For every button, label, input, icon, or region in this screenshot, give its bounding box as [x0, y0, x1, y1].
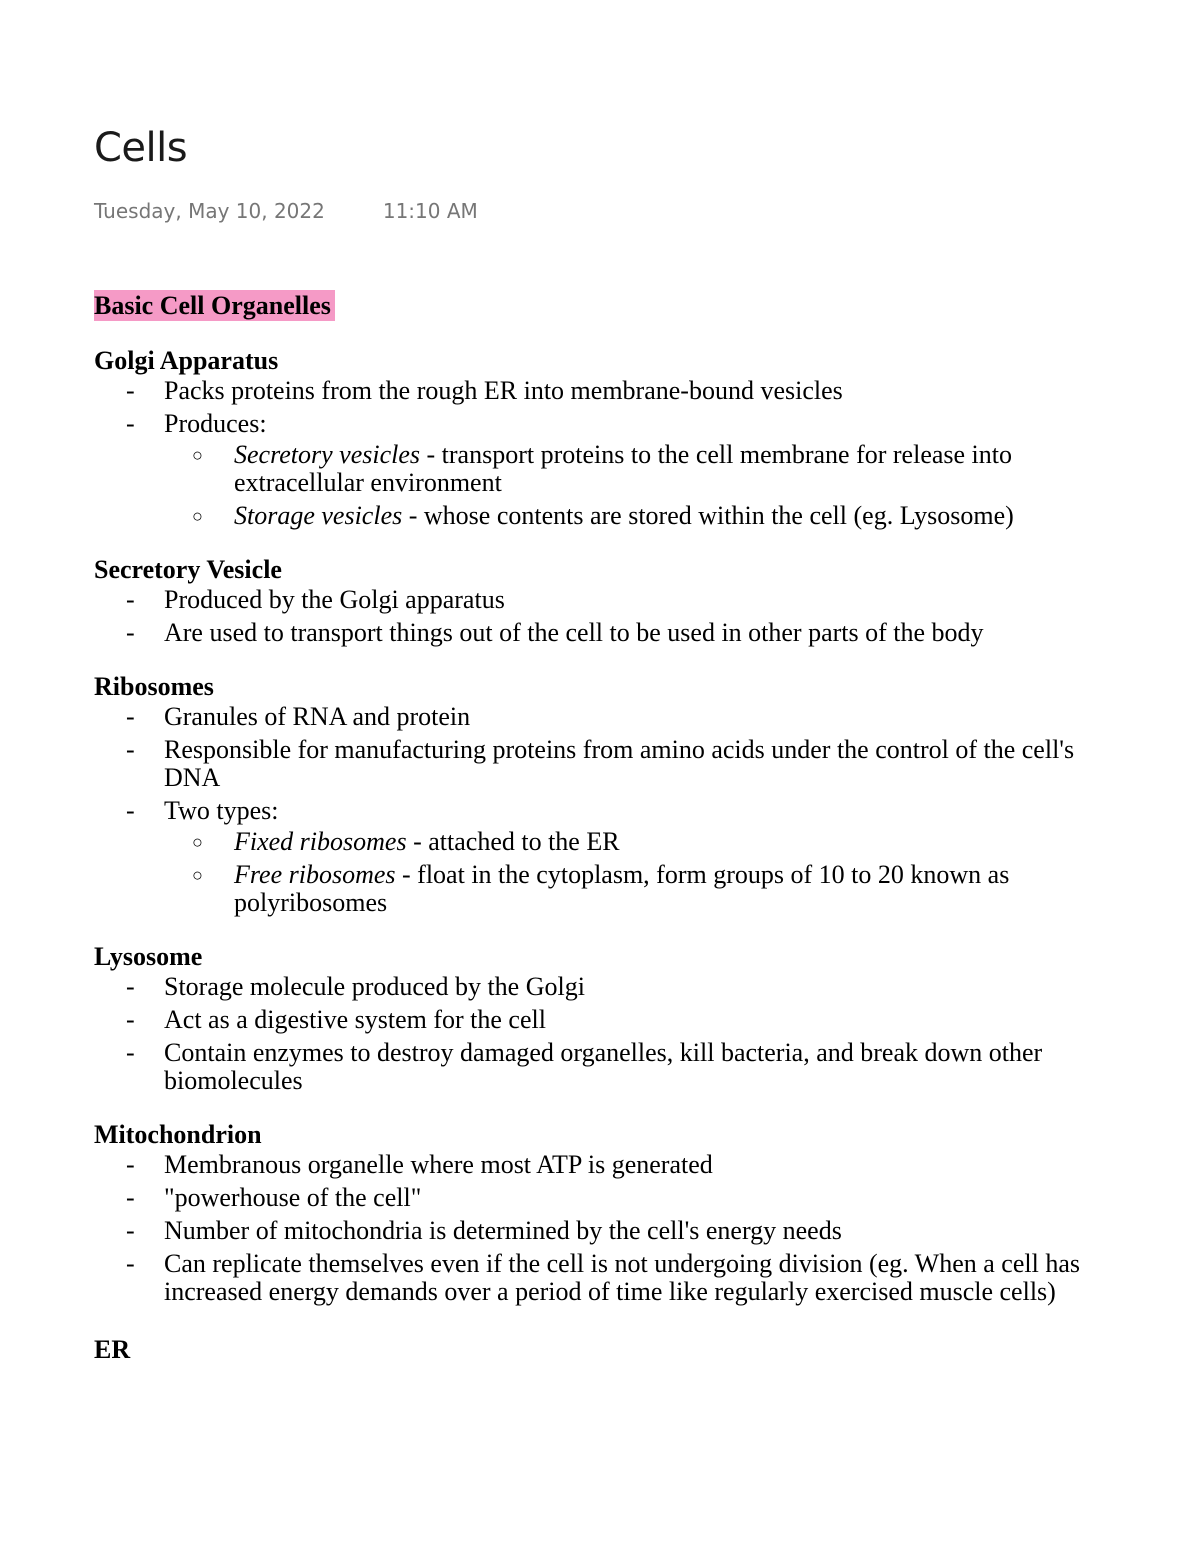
section-mitochondrion [94, 1119, 1134, 1306]
dash-marker: - [126, 1216, 135, 1245]
dash-marker: - [126, 585, 135, 614]
bullet-list [94, 377, 1134, 530]
circle-marker: ○ [192, 506, 203, 526]
list-item-text: Number of mitochondria is determined by the cell's energy needs [164, 1216, 842, 1245]
section-ribosomes [94, 671, 1134, 917]
sub-list [164, 828, 1134, 917]
list-item [94, 1151, 1134, 1179]
sub-list-item [164, 828, 1134, 856]
list-item-text: Packs proteins from the rough ER into membrane-bound vesicles [164, 376, 843, 405]
section-title: Lysosome [94, 942, 203, 971]
list-item-text: Responsible for manufacturing proteins from amino acids under the control of the cell's DNA [164, 735, 1075, 792]
dash-marker: - [126, 796, 135, 825]
term: Fixed ribosomes [234, 827, 407, 856]
term: Free ribosomes [234, 860, 396, 889]
dash-marker: - [126, 1249, 135, 1278]
section-title: ER [94, 1335, 131, 1364]
section-title: Ribosomes [94, 672, 214, 701]
list-item [94, 1250, 1134, 1306]
dash-marker: - [126, 1183, 135, 1212]
section-lysosome [94, 941, 1134, 1095]
circle-marker: ○ [192, 865, 203, 885]
list-item [94, 1006, 1134, 1034]
list-item-text: Produces: [164, 409, 267, 438]
list-item-text: "powerhouse of the cell" [164, 1183, 422, 1212]
sub-list-item [164, 502, 1134, 530]
dash-marker: - [126, 1150, 135, 1179]
circle-marker: ○ [192, 832, 203, 852]
list-item-text: Granules of RNA and protein [164, 702, 471, 731]
list-item [94, 619, 1134, 647]
term-description: - attached to the ER [406, 827, 620, 856]
sub-list [164, 441, 1134, 530]
list-item [94, 586, 1134, 614]
sub-list-item [164, 441, 1134, 497]
dash-marker: - [126, 1038, 135, 1067]
dash-marker: - [126, 972, 135, 1001]
dash-marker: - [126, 1005, 135, 1034]
note-date: Tuesday, May 10, 2022 [94, 199, 325, 223]
bullet-list [94, 973, 1134, 1095]
section-secretory-vesicle [94, 554, 1134, 647]
list-item-text: Storage molecule produced by the Golgi [164, 972, 585, 1001]
list-item-text: Produced by the Golgi apparatus [164, 585, 505, 614]
list-item [94, 797, 1134, 917]
section-er [94, 1334, 1134, 1366]
note-meta [94, 201, 478, 221]
list-item [94, 1039, 1134, 1095]
main-heading-row [94, 290, 1134, 321]
list-item [94, 1184, 1134, 1212]
section-title: Golgi Apparatus [94, 346, 279, 375]
list-item [94, 1217, 1134, 1245]
bullet-list [94, 703, 1134, 917]
note-time: 11:10 AM [382, 199, 478, 223]
circle-marker: ○ [192, 445, 203, 465]
list-item-text: Membranous organelle where most ATP is generated [164, 1150, 713, 1179]
dash-marker: - [126, 735, 135, 764]
term-description: - whose contents are stored within the cell (eg. Lysosome) [402, 501, 1014, 530]
list-item-text: Contain enzymes to destroy damaged organelles, kill bacteria, and break down other biomolecules [164, 1038, 1043, 1095]
main-heading: Basic Cell Organelles [94, 290, 335, 321]
list-item-text: Can replicate themselves even if the cell is not undergoing division (eg. When a cell has increased energy demands over a period of time like regularly exercised muscle cells) [164, 1249, 1080, 1306]
list-item [94, 410, 1134, 530]
bullet-list [94, 1151, 1134, 1306]
term: Secretory vesicles [234, 440, 420, 469]
list-item-text: Are used to transport things out of the cell to be used in other parts of the body [164, 618, 984, 647]
dash-marker: - [126, 702, 135, 731]
dash-marker: - [126, 376, 135, 405]
list-item-text: Two types: [164, 796, 279, 825]
bullet-list [94, 586, 1134, 647]
term: Storage vesicles [234, 501, 403, 530]
list-item [94, 703, 1134, 731]
list-item [94, 736, 1134, 792]
list-item [94, 377, 1134, 405]
section-golgi [94, 345, 1134, 530]
sub-list-item [164, 861, 1134, 917]
list-item [94, 973, 1134, 1001]
section-title: Secretory Vesicle [94, 555, 282, 584]
dash-marker: - [126, 618, 135, 647]
page-title: Cells [94, 125, 188, 171]
note-body [94, 290, 1134, 1366]
dash-marker: - [126, 409, 135, 438]
term-description: - float in the cytoplasm, form groups of 10 to 20 known as polyribosomes [234, 860, 1010, 917]
section-title: Mitochondrion [94, 1120, 262, 1149]
list-item-text: Act as a digestive system for the cell [164, 1005, 546, 1034]
term-description: - transport proteins to the cell membrane for release into extracellular environment [234, 440, 1013, 497]
